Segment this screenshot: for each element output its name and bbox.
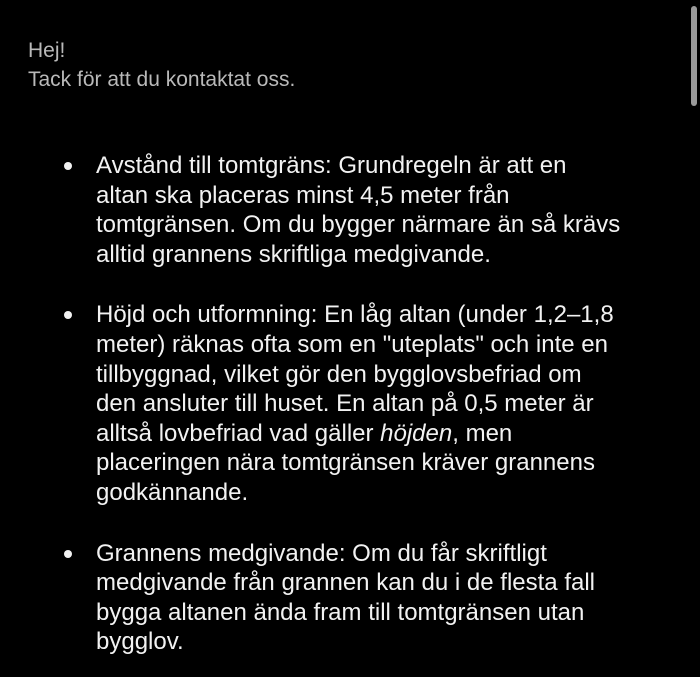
greeting-line: Hej! <box>28 39 66 62</box>
bullet-text-line: Avstånd till tomtgräns: Grundregeln är att en <box>96 152 567 179</box>
bullet-text-line: bygglov. <box>96 628 184 656</box>
bullet-dot-icon <box>64 311 72 319</box>
bullet-text-segment: alltså lovbefriad vad gäller <box>96 419 381 447</box>
bullet-text-line: meter) räknas ofta som en "uteplats" och inte en <box>96 330 608 358</box>
bullet-text-line: altan ska placeras minst 4,5 meter från <box>96 181 510 209</box>
bullet-text-line: alltid grannens skriftliga medgivande. <box>96 240 491 268</box>
bullet-list <box>0 151 700 657</box>
bullet-dot-icon <box>64 162 72 170</box>
bullet-text-line: medgivande från grannen kan du i de flesta fall <box>96 569 595 597</box>
greeting <box>28 36 668 94</box>
greeting-line: Tack för att du kontaktat oss. <box>28 68 296 91</box>
bullet-item-medgivande <box>0 539 680 657</box>
bullet-text-line: tomtgränsen. Om du bygger närmare än så krävs <box>96 211 621 239</box>
bullet-text-line: placeringen nära tomtgränsen kräver grannens <box>96 449 595 477</box>
bullet-text-line: bygga altanen ända fram till tomtgränsen utan <box>96 598 585 626</box>
bullet-item-hojd <box>0 300 680 507</box>
bullet-text-line <box>96 419 680 449</box>
emphasized-word: höjden <box>380 419 453 447</box>
scrollbar-thumb[interactable] <box>691 6 697 106</box>
bullet-text-line: tillbyggnad, vilket gör den bygglovsbefriad om <box>96 360 582 388</box>
bullet-dot-icon <box>64 550 72 558</box>
bullet-text-line: Höjd och utformning: En låg altan (under 1,2–1,8 <box>96 301 614 329</box>
bullet-item-tomtgrans <box>0 151 680 269</box>
bullet-text-line: den ansluter till huset. En altan på 0,5 meter är <box>96 390 594 418</box>
bullet-text-segment: , men <box>452 419 513 447</box>
scrollbar[interactable] <box>688 0 700 677</box>
bullet-text-line: godkännande. <box>96 478 249 506</box>
bullet-text-line: Grannens medgivande: Om du får skriftligt <box>96 539 547 567</box>
